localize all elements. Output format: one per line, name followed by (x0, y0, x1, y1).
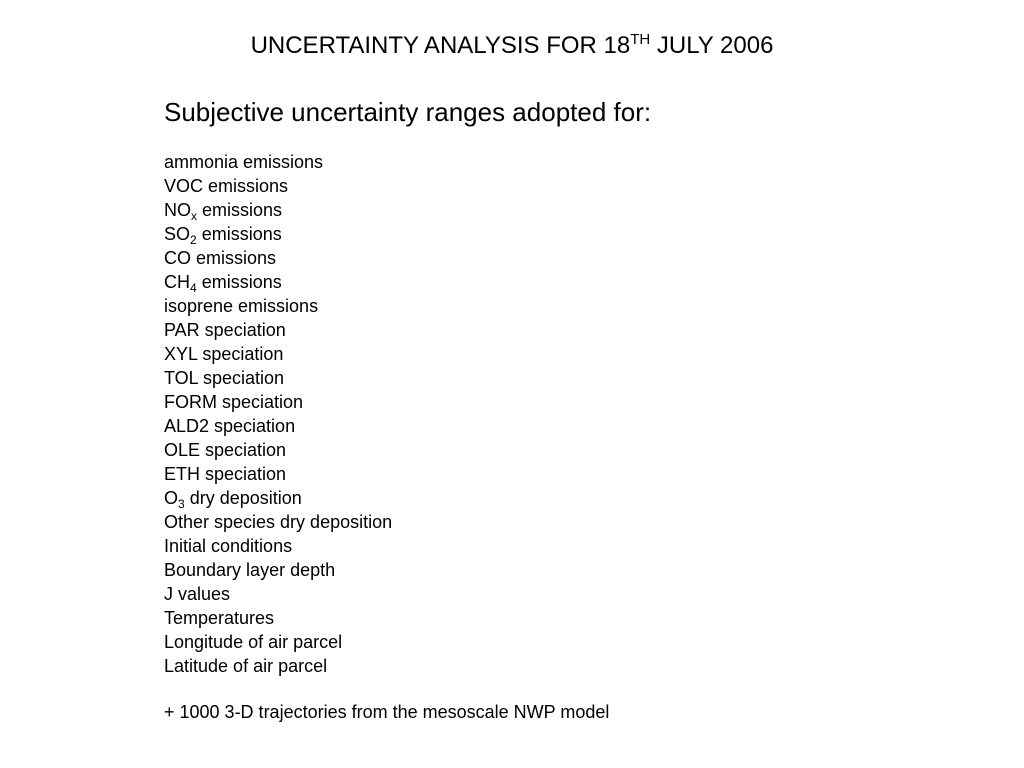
list-item-text: Longitude of air parcel (164, 632, 343, 652)
title-rest: JULY 2006 (650, 32, 774, 59)
slide-subtitle: Subjective uncertainty ranges adopted for: (164, 97, 652, 127)
list-item-text: Boundary layer depth (164, 560, 336, 580)
list-item (164, 150, 392, 174)
list-item (164, 462, 392, 486)
list-item-text-suffix: emissions (196, 272, 282, 292)
list-item (164, 582, 392, 606)
list-item (164, 366, 392, 390)
list-item-text: ammonia emissions (164, 152, 324, 172)
list-item-text: SO (164, 224, 191, 244)
list-item-subscript: 3 (178, 497, 185, 511)
list-item-text: O (164, 488, 179, 508)
list-item-text: OLE speciation (164, 440, 287, 460)
uncertainty-item-list (164, 150, 392, 678)
list-item-text: FORM speciation (164, 392, 304, 412)
list-item-text-suffix: dry deposition (184, 488, 302, 508)
list-item (164, 198, 392, 222)
list-item (164, 390, 392, 414)
list-item (164, 630, 392, 654)
list-item (164, 222, 392, 246)
list-item (164, 270, 392, 294)
list-item-text-suffix: emissions (197, 200, 283, 220)
list-item-text: ETH speciation (164, 464, 287, 484)
list-item-text: Other species dry deposition (164, 512, 393, 532)
list-item-text: PAR speciation (164, 320, 286, 340)
list-item (164, 654, 392, 678)
title-main: UNCERTAINTY ANALYSIS FOR 18 (250, 32, 631, 59)
list-item (164, 414, 392, 438)
list-item-text: TOL speciation (164, 368, 285, 388)
list-item-text: isoprene emissions (164, 296, 319, 316)
list-item-text: XYL speciation (164, 344, 284, 364)
list-item-subscript: 2 (190, 233, 197, 247)
list-item-text: ALD2 speciation (164, 416, 296, 436)
trajectory-note: + 1000 3-D trajectories from the mesoscale NWP model (164, 702, 610, 722)
title-superscript: TH (630, 31, 651, 48)
list-item-text: Latitude of air parcel (164, 656, 328, 676)
list-item (164, 558, 392, 582)
list-item (164, 318, 392, 342)
list-item (164, 606, 392, 630)
list-item (164, 246, 392, 270)
list-item-text: NO (164, 200, 191, 220)
list-item (164, 486, 392, 510)
list-item-text: J values (164, 584, 231, 604)
list-item-text: VOC emissions (164, 176, 289, 196)
list-item (164, 438, 392, 462)
slide-title (0, 30, 1024, 62)
list-item-subscript: x (191, 209, 197, 223)
list-item-subscript: 4 (190, 281, 197, 295)
list-item (164, 174, 392, 198)
list-item-text-suffix: emissions (196, 224, 282, 244)
list-item-text: Temperatures (164, 608, 275, 628)
list-item-text: CH (164, 272, 190, 292)
list-item (164, 510, 392, 534)
list-item (164, 534, 392, 558)
list-item-text: CO emissions (164, 248, 277, 268)
list-item (164, 294, 392, 318)
list-item-text: Initial conditions (164, 536, 293, 556)
list-item (164, 342, 392, 366)
